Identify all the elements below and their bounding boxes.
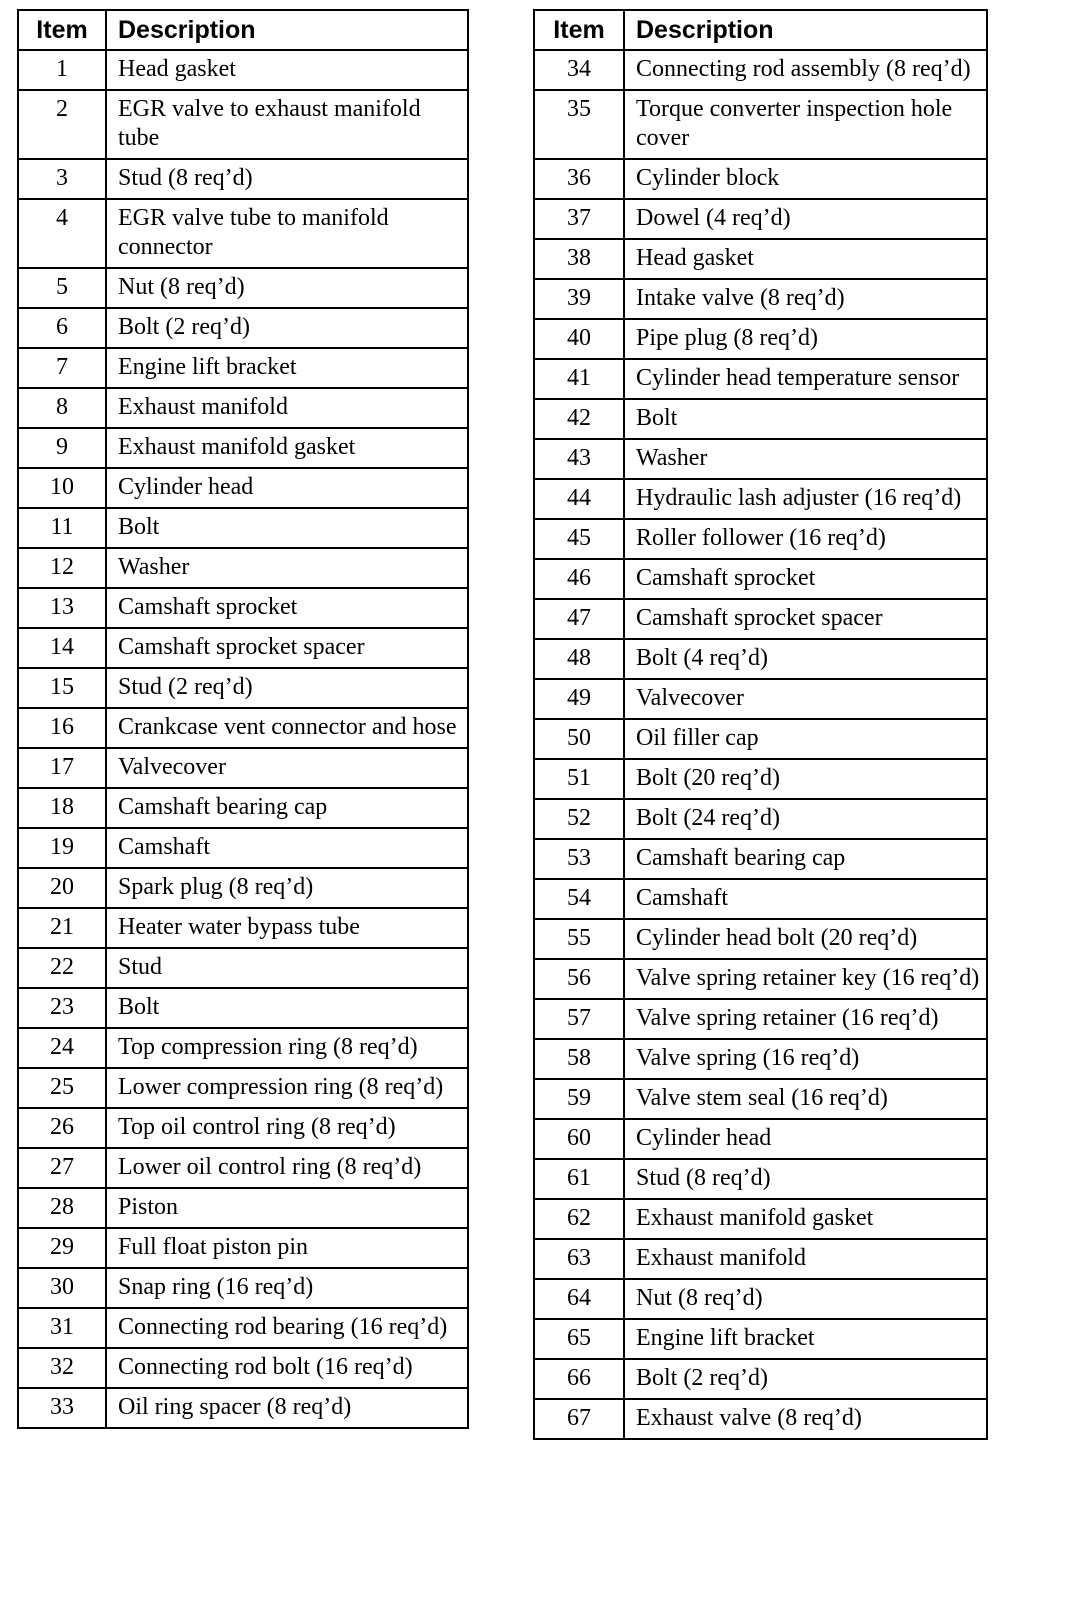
table-row — [534, 559, 987, 599]
table-row — [18, 908, 468, 948]
table-row — [534, 519, 987, 559]
item-description: Roller follower (16 req’d) — [624, 519, 987, 559]
parts-table-left — [17, 9, 469, 1429]
item-description: Bolt — [106, 988, 468, 1028]
item-description: Valve spring retainer (16 req’d) — [624, 999, 987, 1039]
item-description: Spark plug (8 req’d) — [106, 868, 468, 908]
table-row — [534, 319, 987, 359]
item-description: Stud (8 req’d) — [624, 1159, 987, 1199]
table-row — [534, 799, 987, 839]
item-description: Camshaft — [106, 828, 468, 868]
item-description: Bolt (2 req’d) — [106, 308, 468, 348]
table-row — [18, 548, 468, 588]
item-number: 65 — [534, 1319, 624, 1359]
table-row — [534, 919, 987, 959]
item-number: 37 — [534, 199, 624, 239]
table-row — [534, 439, 987, 479]
item-number: 28 — [18, 1188, 106, 1228]
item-number: 48 — [534, 639, 624, 679]
item-description: Bolt (2 req’d) — [624, 1359, 987, 1399]
table-row — [534, 159, 987, 199]
item-description: Head gasket — [624, 239, 987, 279]
item-number: 24 — [18, 1028, 106, 1068]
item-number: 13 — [18, 588, 106, 628]
header-row — [534, 10, 987, 50]
table-row — [18, 1388, 468, 1428]
table-row — [18, 1348, 468, 1388]
table-row — [534, 479, 987, 519]
item-description: Exhaust manifold — [624, 1239, 987, 1279]
table-row — [18, 828, 468, 868]
item-description: Bolt — [624, 399, 987, 439]
item-description: Exhaust valve (8 req’d) — [624, 1399, 987, 1439]
parts-rows — [534, 50, 987, 1439]
item-description: Top oil control ring (8 req’d) — [106, 1108, 468, 1148]
item-description: Lower compression ring (8 req’d) — [106, 1068, 468, 1108]
table-row — [18, 1028, 468, 1068]
item-number: 9 — [18, 428, 106, 468]
table-row — [534, 999, 987, 1039]
item-description: EGR valve tube to manifold connector — [106, 199, 468, 268]
item-description: Connecting rod assembly (8 req’d) — [624, 50, 987, 90]
item-number: 43 — [534, 439, 624, 479]
table-row — [534, 199, 987, 239]
item-description: Full float piston pin — [106, 1228, 468, 1268]
table-row — [18, 948, 468, 988]
item-number: 45 — [534, 519, 624, 559]
item-number: 23 — [18, 988, 106, 1028]
item-description: EGR valve to exhaust manifold tube — [106, 90, 468, 159]
item-number: 52 — [534, 799, 624, 839]
item-number: 31 — [18, 1308, 106, 1348]
parts-rows — [18, 50, 468, 1428]
item-description: Valve spring (16 req’d) — [624, 1039, 987, 1079]
item-description: Engine lift bracket — [624, 1319, 987, 1359]
item-description: Heater water bypass tube — [106, 908, 468, 948]
item-number: 15 — [18, 668, 106, 708]
item-number: 1 — [18, 50, 106, 90]
table-row — [18, 468, 468, 508]
item-description: Intake valve (8 req’d) — [624, 279, 987, 319]
item-number: 29 — [18, 1228, 106, 1268]
item-description: Camshaft sprocket — [106, 588, 468, 628]
item-number: 20 — [18, 868, 106, 908]
item-number: 11 — [18, 508, 106, 548]
item-description: Pipe plug (8 req’d) — [624, 319, 987, 359]
item-number: 6 — [18, 308, 106, 348]
item-number: 59 — [534, 1079, 624, 1119]
table-row — [18, 159, 468, 199]
table-row — [18, 199, 468, 268]
item-number: 53 — [534, 839, 624, 879]
item-description: Bolt (24 req’d) — [624, 799, 987, 839]
item-description: Exhaust manifold gasket — [624, 1199, 987, 1239]
description-column-header: Description — [106, 10, 468, 50]
table-row — [18, 1108, 468, 1148]
item-number: 19 — [18, 828, 106, 868]
item-description: Hydraulic lash adjuster (16 req’d) — [624, 479, 987, 519]
item-description: Cylinder block — [624, 159, 987, 199]
item-number: 46 — [534, 559, 624, 599]
table-row — [18, 428, 468, 468]
table-row — [534, 1399, 987, 1439]
table-row — [18, 628, 468, 668]
table-row — [534, 959, 987, 999]
item-description: Connecting rod bolt (16 req’d) — [106, 1348, 468, 1388]
item-number: 10 — [18, 468, 106, 508]
table-row — [534, 359, 987, 399]
table-row — [18, 90, 468, 159]
table-row — [18, 588, 468, 628]
item-description: Stud (8 req’d) — [106, 159, 468, 199]
table-row — [18, 1148, 468, 1188]
item-description: Valve spring retainer key (16 req’d) — [624, 959, 987, 999]
item-number: 61 — [534, 1159, 624, 1199]
table-row — [534, 679, 987, 719]
table-row — [18, 868, 468, 908]
item-description: Washer — [106, 548, 468, 588]
item-description: Washer — [624, 439, 987, 479]
item-description: Top compression ring (8 req’d) — [106, 1028, 468, 1068]
item-number: 22 — [18, 948, 106, 988]
table-row — [534, 599, 987, 639]
table-row — [18, 388, 468, 428]
table-row — [534, 90, 987, 159]
table-row — [534, 759, 987, 799]
item-number: 4 — [18, 199, 106, 268]
item-number: 38 — [534, 239, 624, 279]
item-number: 55 — [534, 919, 624, 959]
table-row — [18, 988, 468, 1028]
item-description: Bolt (4 req’d) — [624, 639, 987, 679]
item-number: 39 — [534, 279, 624, 319]
table-row — [534, 239, 987, 279]
header-row — [18, 10, 468, 50]
item-description: Camshaft sprocket spacer — [106, 628, 468, 668]
table-row — [534, 279, 987, 319]
item-description: Cylinder head — [106, 468, 468, 508]
table-row — [534, 1239, 987, 1279]
item-number: 17 — [18, 748, 106, 788]
table-row — [18, 268, 468, 308]
table-row — [534, 1079, 987, 1119]
table-row — [18, 708, 468, 748]
item-description: Head gasket — [106, 50, 468, 90]
item-number: 21 — [18, 908, 106, 948]
description-column-header: Description — [624, 10, 987, 50]
item-number: 58 — [534, 1039, 624, 1079]
item-number: 54 — [534, 879, 624, 919]
item-description: Connecting rod bearing (16 req’d) — [106, 1308, 468, 1348]
item-description: Camshaft sprocket — [624, 559, 987, 599]
table-row — [534, 1039, 987, 1079]
item-description: Camshaft — [624, 879, 987, 919]
item-number: 63 — [534, 1239, 624, 1279]
item-description: Bolt — [106, 508, 468, 548]
item-number: 2 — [18, 90, 106, 159]
item-description: Exhaust manifold gasket — [106, 428, 468, 468]
item-description: Valve stem seal (16 req’d) — [624, 1079, 987, 1119]
table-row — [18, 668, 468, 708]
table-row — [18, 748, 468, 788]
item-description: Oil filler cap — [624, 719, 987, 759]
item-number: 18 — [18, 788, 106, 828]
table-row — [534, 839, 987, 879]
item-description: Engine lift bracket — [106, 348, 468, 388]
table-row — [534, 1119, 987, 1159]
table-row — [18, 348, 468, 388]
item-description: Cylinder head temperature sensor — [624, 359, 987, 399]
item-description: Piston — [106, 1188, 468, 1228]
item-number: 7 — [18, 348, 106, 388]
table-row — [534, 50, 987, 90]
item-description: Bolt (20 req’d) — [624, 759, 987, 799]
item-number: 33 — [18, 1388, 106, 1428]
item-number: 16 — [18, 708, 106, 748]
parts-table-right — [533, 9, 988, 1440]
item-number: 47 — [534, 599, 624, 639]
item-description: Stud — [106, 948, 468, 988]
item-number: 36 — [534, 159, 624, 199]
item-description: Nut (8 req’d) — [624, 1279, 987, 1319]
item-column-header: Item — [18, 10, 106, 50]
table-row — [534, 1319, 987, 1359]
table-row — [534, 719, 987, 759]
item-number: 32 — [18, 1348, 106, 1388]
item-number: 27 — [18, 1148, 106, 1188]
item-number: 25 — [18, 1068, 106, 1108]
item-description: Oil ring spacer (8 req’d) — [106, 1388, 468, 1428]
item-description: Dowel (4 req’d) — [624, 199, 987, 239]
item-description: Exhaust manifold — [106, 388, 468, 428]
item-description: Camshaft bearing cap — [624, 839, 987, 879]
table-row — [18, 1188, 468, 1228]
item-number: 40 — [534, 319, 624, 359]
item-description: Valvecover — [106, 748, 468, 788]
item-number: 64 — [534, 1279, 624, 1319]
item-number: 14 — [18, 628, 106, 668]
item-description: Snap ring (16 req’d) — [106, 1268, 468, 1308]
item-description: Camshaft sprocket spacer — [624, 599, 987, 639]
item-number: 41 — [534, 359, 624, 399]
item-number: 62 — [534, 1199, 624, 1239]
item-description: Cylinder head bolt (20 req’d) — [624, 919, 987, 959]
item-number: 42 — [534, 399, 624, 439]
item-number: 30 — [18, 1268, 106, 1308]
item-column-header: Item — [534, 10, 624, 50]
item-number: 56 — [534, 959, 624, 999]
item-description: Lower oil control ring (8 req’d) — [106, 1148, 468, 1188]
item-description: Nut (8 req’d) — [106, 268, 468, 308]
item-description: Crankcase vent connector and hose — [106, 708, 468, 748]
item-description: Valvecover — [624, 679, 987, 719]
item-number: 60 — [534, 1119, 624, 1159]
item-number: 51 — [534, 759, 624, 799]
item-number: 34 — [534, 50, 624, 90]
table-row — [534, 1159, 987, 1199]
table-row — [18, 308, 468, 348]
item-description: Camshaft bearing cap — [106, 788, 468, 828]
table-row — [534, 399, 987, 439]
item-number: 57 — [534, 999, 624, 1039]
item-description: Cylinder head — [624, 1119, 987, 1159]
item-number: 26 — [18, 1108, 106, 1148]
item-number: 8 — [18, 388, 106, 428]
item-number: 5 — [18, 268, 106, 308]
table-row — [18, 1228, 468, 1268]
table-row — [534, 1359, 987, 1399]
item-number: 49 — [534, 679, 624, 719]
table-row — [18, 508, 468, 548]
table-row — [18, 788, 468, 828]
table-row — [534, 639, 987, 679]
item-description: Torque converter inspection hole cover — [624, 90, 987, 159]
item-number: 50 — [534, 719, 624, 759]
table-row — [534, 1279, 987, 1319]
item-number: 3 — [18, 159, 106, 199]
item-number: 67 — [534, 1399, 624, 1439]
item-number: 12 — [18, 548, 106, 588]
table-row — [18, 1268, 468, 1308]
item-number: 44 — [534, 479, 624, 519]
item-number: 35 — [534, 90, 624, 159]
table-row — [18, 50, 468, 90]
table-row — [534, 879, 987, 919]
table-row — [534, 1199, 987, 1239]
table-row — [18, 1308, 468, 1348]
table-row — [18, 1068, 468, 1108]
item-description: Stud (2 req’d) — [106, 668, 468, 708]
item-number: 66 — [534, 1359, 624, 1399]
